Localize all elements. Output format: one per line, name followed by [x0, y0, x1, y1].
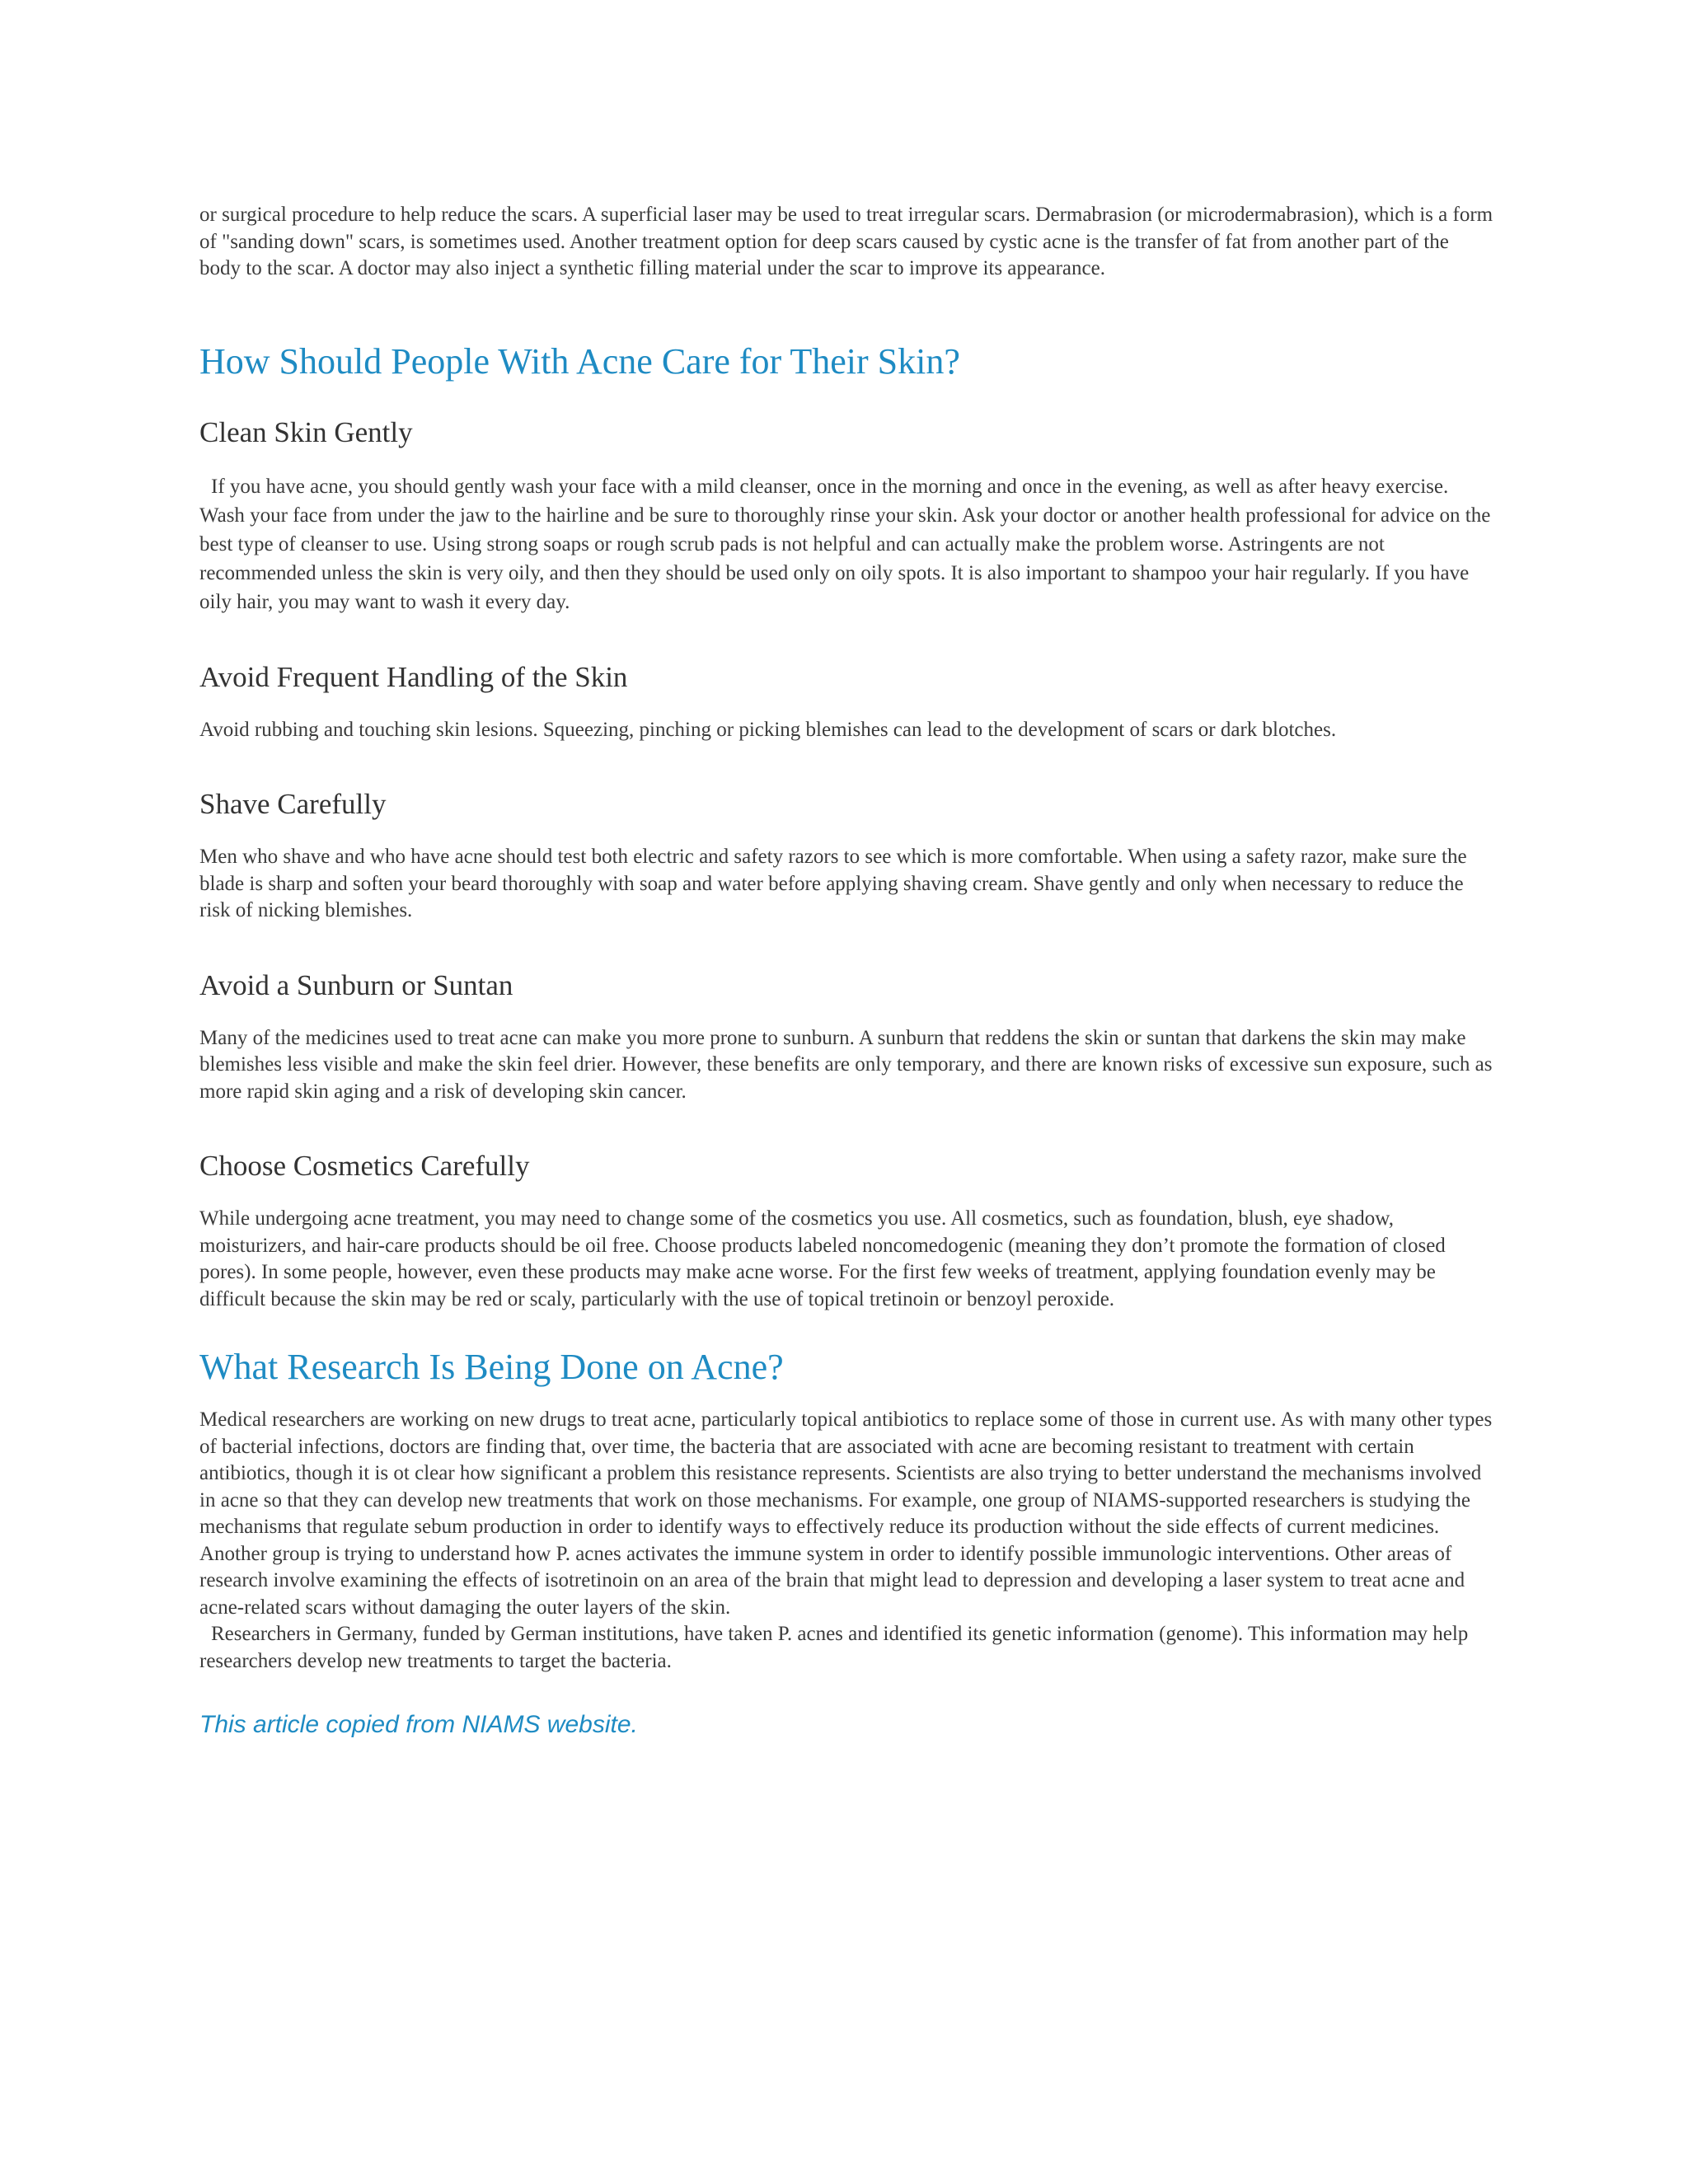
avoid-handling-paragraph: Avoid rubbing and touching skin lesions. Squeezing, pinching or picking blemishes can lead to the development of scars or dark blotches. [199, 718, 1337, 741]
clean-skin-heading: Clean Skin Gently [199, 415, 413, 448]
source-note: This article copied from NIAMS website. [199, 1711, 638, 1738]
care-section-title: How Should People With Acne Care for Their Skin? [199, 340, 960, 382]
intro-paragraph: or surgical procedure to help reduce the scars. A superficial laser may be used to treat irregular scars. Dermabrasion (or microdermabrasion), which is a form of "sanding down" scars, is sometimes used. Another treatment option for deep scars caused by cystic acne is the transfer of fat from another part of the body to the scar. A doctor may also inject a synthetic filling material under the scar to improve its appearance. [199, 204, 1493, 279]
research-section-title: What Research Is Being Done on Acne? [199, 1347, 784, 1387]
sunburn-heading: Avoid a Sunburn or Suntan [199, 968, 513, 1001]
document-page [199, 202, 1493, 1741]
shave-heading: Shave Carefully [199, 788, 387, 820]
research-paragraph-2: Researchers in Germany, funded by German institutions, have taken P. acnes and identified its genetic information (genome). This information may help researchers develop new treatments to target the bacteria. [199, 1623, 1469, 1672]
shave-paragraph: Men who shave and who have acne should test both electric and safety razors to see which is more comfortable. When using a safety razor, make sure the blade is sharp and soften your beard thoroughly with soap and water before applying shaving cream. Shave gently and only when necessary to reduce the risk of nicking blemishes. [199, 846, 1467, 921]
cosmetics-paragraph: While undergoing acne treatment, you may need to change some of the cosmetics you use. All cosmetics, such as foundation, blush, eye shadow, moisturizers, and hair-care products should be oil free. Choose products labeled noncomedogenic (meaning they don’t promote the formation of closed pores). In some people, however, even these products may make acne worse. For the first few weeks of treatment, applying foundation evenly may be difficult because the skin may be red or scaly, particularly with the use of topical tretinoin or benzoyl peroxide. [199, 1207, 1446, 1310]
clean-skin-paragraph: If you have acne, you should gently wash your face with a mild cleanser, once in the morning and once in the evening, as well as after heavy exercise. Wash your face from under the jaw to the hairline and be sure to thoroughly rinse your skin. Ask your doctor or another health professional for advice on the best type of cleanser to use. Using strong soaps or rough scrub pads is not helpful and can actually make the problem worse. Astringents are not recommended unless the skin is very oily, and then they should be used only on oily spots. It is also important to shampoo your hair regularly. If you have oily hair, you may want to wash it every day. [199, 475, 1491, 613]
avoid-handling-heading: Avoid Frequent Handling of the Skin [199, 660, 628, 693]
research-paragraph: Medical researchers are working on new drugs to treat acne, particularly topical antibiotics to replace some of those in current use. As with many other types of bacterial infections, doctors are finding that, over time, the bacteria that are associated with acne are becoming resistant to treatment with certain antibiotics, though it is ot clear how significant a problem this resistance represents. Scientists are also trying to better understand the mechanisms involved in acne so that they can develop new treatments that work on those mechanisms. For example, one group of NIAMS-supported researchers is studying the mechanisms that regulate sebum production in order to identify ways to effectively reduce its production without the side effects of current medicines. Another group is trying to understand how P. acnes activates the immune system in order to identify possible immunologic interventions. Other areas of research involve examining the effects of isotretinoin on an area of the brain that might lead to depression and developing a laser system to treat acne and acne-related scars without damaging the outer layers of the skin. [199, 1408, 1493, 1619]
sunburn-paragraph: Many of the medicines used to treat acne can make you more prone to sunburn. A sunburn that reddens the skin or suntan that darkens the skin may make blemishes less visible and make the skin feel drier. However, these benefits are only temporary, and there are known risks of excessive sun exposure, such as more rapid skin aging and a risk of developing skin cancer. [199, 1026, 1493, 1103]
cosmetics-heading: Choose Cosmetics Carefully [199, 1150, 530, 1182]
